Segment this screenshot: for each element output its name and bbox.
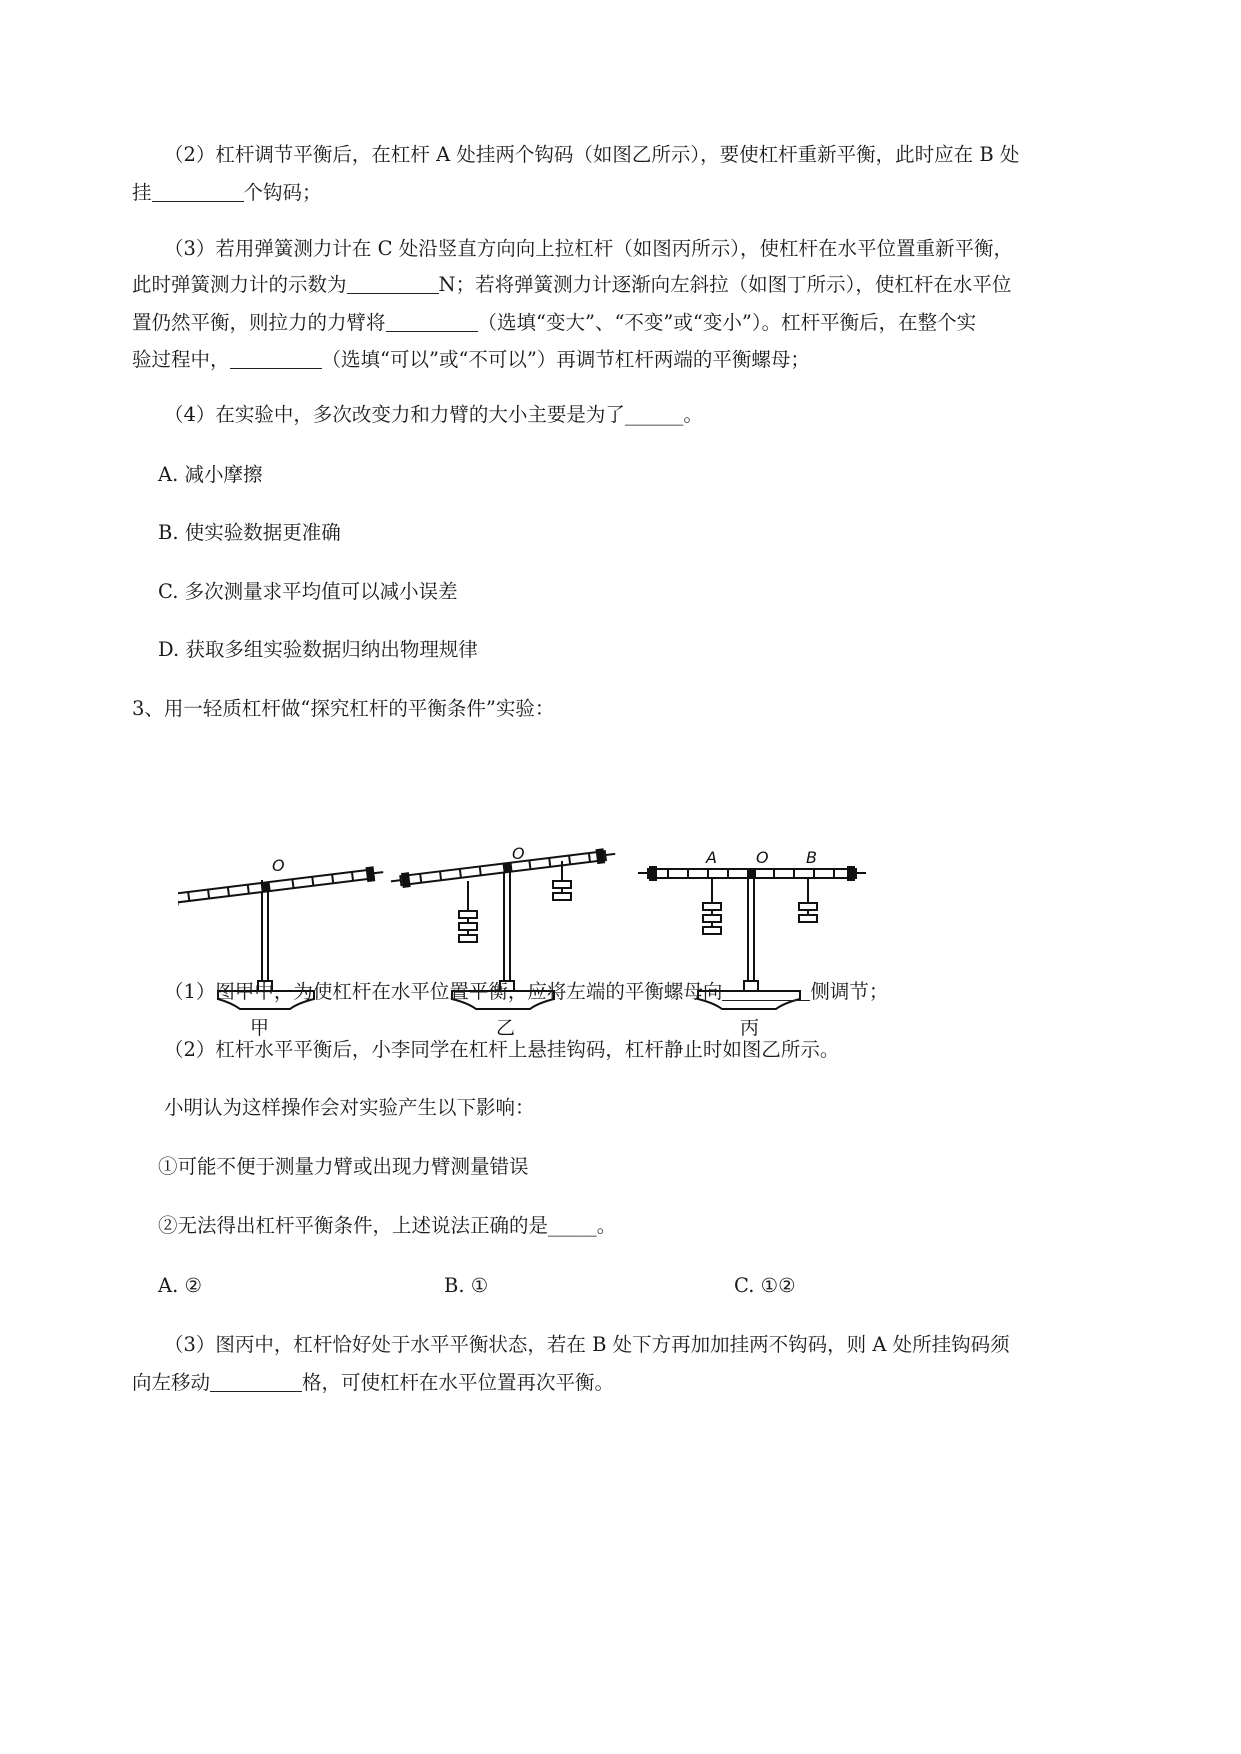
q3-part3-line1: （3）图丙中，杠杆恰好处于水平平衡状态，若在 B 处下方再加加挂两不钩码，则 A 处所挂钩码须 [164, 1333, 1010, 1356]
choice-a[interactable]: A. ② [158, 1274, 202, 1297]
q3-part1-suffix: 侧调节； [810, 980, 889, 1003]
q2-part3-suffix: N；若将弹簧测力计逐渐向左斜拉（如图丁所示），使杠杆在水平位 [438, 273, 1012, 296]
q2-part4: （4）在实验中，多次改变力和力臂的大小主要是为了______。 [164, 403, 703, 426]
q3-part3-prefix: 向左移动 [132, 1371, 211, 1394]
q2-part3-prefix: 此时弹簧测力计的示数为 [132, 273, 347, 296]
q2-part3-prefix2: 置仍然平衡，则拉力的力臂将 [132, 311, 386, 334]
q3-part3-line2 [132, 1369, 614, 1397]
caption-yi: 乙 [496, 1017, 516, 1039]
pivot-label: O [512, 845, 525, 863]
choice-c[interactable]: C. ①② [734, 1274, 796, 1297]
answer-blank[interactable] [210, 1371, 302, 1392]
q2-part3-prefix3: 验过程中， [132, 348, 230, 371]
label-b: B [806, 848, 817, 867]
caption-bing: 丙 [740, 1017, 760, 1039]
choice-b[interactable]: B. ① [444, 1274, 489, 1297]
answer-blank[interactable] [722, 980, 810, 1001]
q2-part3-line3 [132, 309, 976, 337]
pivot-label: O [756, 848, 769, 867]
q3-part2: （2）杠杆水平平衡后，小李同学在杠杆上悬挂钩码，杠杆静止时如图乙所示。 [164, 1038, 840, 1061]
answer-blank[interactable] [152, 181, 244, 202]
label-a: A [706, 848, 717, 867]
q2-part3-line2 [132, 271, 1011, 299]
caption-jia: 甲 [250, 1017, 270, 1039]
pivot-label: O [272, 856, 285, 875]
q2-part2-line1: （2）杠杆调节平衡后，在杠杆 A 处挂两个钩码（如图乙所示），要使杠杆重新平衡，此时应在 B 处 [164, 143, 1020, 166]
answer-blank[interactable] [230, 348, 322, 369]
option-d[interactable]: D. 获取多组实验数据归纳出物理规律 [158, 638, 478, 661]
option-c[interactable]: C. 多次测量求平均值可以减小误差 [158, 580, 458, 603]
question-3-title: 3、用一轻质杠杆做“探究杠杆的平衡条件”实验： [132, 697, 555, 720]
q3-part2-note: 小明认为这样操作会对实验产生以下影响： [164, 1096, 535, 1119]
lever-experiment-figure [178, 845, 898, 1049]
q3-part1-prefix: （1）图甲中，为使杠杆在水平位置平衡，应将左端的平衡螺母向 [164, 980, 723, 1003]
q3-part3-suffix: 格，可使杠杆在水平位置再次平衡。 [302, 1371, 615, 1394]
option-b[interactable]: B. 使实验数据更准确 [158, 521, 341, 544]
q3-part2-item2: ②无法得出杠杆平衡条件，上述说法正确的是_____。 [158, 1214, 617, 1237]
q2-part3-line4 [132, 346, 810, 374]
q2-part3-suffix3: （选填“可以”或“不可以”）再调节杠杆两端的平衡螺母； [321, 348, 810, 371]
q2-part2-suffix: 个钩码； [243, 181, 322, 204]
q2-part3-suffix2: （选填“变大”、“不变”或“变小”）。杠杆平衡后，在整个实 [477, 311, 977, 334]
answer-blank[interactable] [386, 311, 478, 332]
q2-part2-prefix: 挂 [132, 181, 152, 204]
q2-part3-line1: （3）若用弹簧测力计在 C 处沿竖直方向向上拉杠杆（如图丙所示），使杠杆在水平位置重新平衡， [164, 237, 1013, 260]
q3-part1 [164, 978, 888, 1006]
answer-blank[interactable] [347, 273, 439, 294]
q3-part2-item1: ①可能不便于测量力臂或出现力臂测量错误 [158, 1155, 529, 1178]
option-a[interactable]: A. 减小摩擦 [158, 463, 263, 486]
q2-part2-line2 [132, 179, 322, 207]
